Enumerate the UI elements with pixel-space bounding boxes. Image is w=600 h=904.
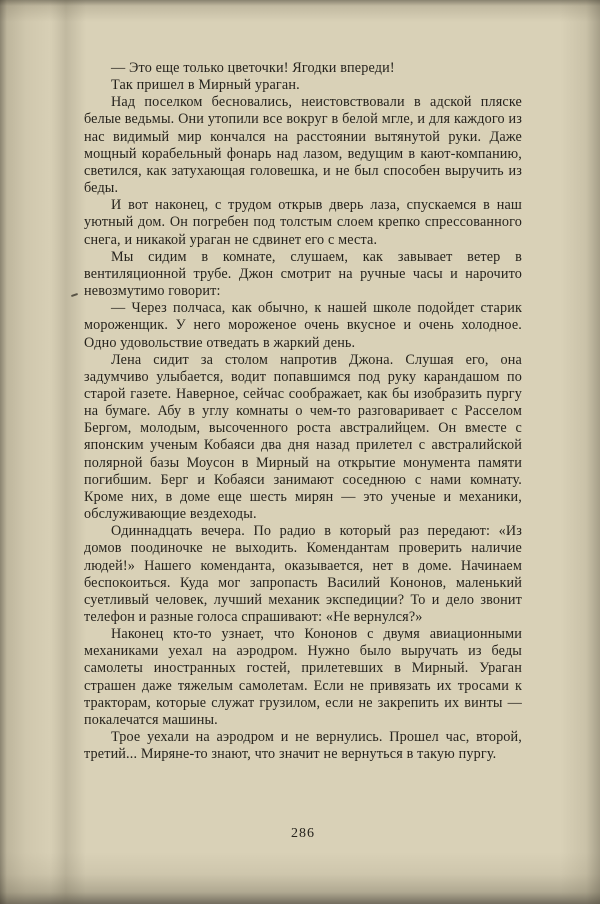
paragraph: Над поселком бесновались, неистовствовали в адской пляске белые ведьмы. Они утопили все вокруг в белой мгле, и для каждого из нас видимый мир кончался на расстоянии вытянутой руки. Даже мощный корабельный фонарь над лазом, ведущим в кают-компанию, светился, как затухающая головешка, и не был способен выручить из беды. bbox=[84, 94, 522, 197]
paragraph: Лена сидит за столом напротив Джона. Слушая его, она задумчиво улыбается, водит попавшимся под руку карандашом по старой газете. Наверное, сейчас соображает, как бы изобразить пургу на бумаге. Абу в углу комнаты о чем-то разговаривает с Расселом Бергом, молодым, высоченного роста австралийцем. Он вместе с японским ученым Кобаяси два дня назад прилетел с австралийской полярной базы Моусон в Мирный на открытие монумента памяти погибшим. Берг и Кобаяси занимают соседнюю с нами комнату. Кроме них, в доме еще шесть мирян — это ученые и механики, обслуживающие вездеходы. bbox=[84, 351, 522, 523]
paragraph: И вот наконец, с трудом открыв дверь лаза, спускаемся в наш уютный дом. Он погребен под толстым слоем крепко спрессованного снега, и никакой ураган не сдвинет его с места. bbox=[84, 197, 522, 248]
paragraph: Одиннадцать вечера. По радио в который раз передают: «Из домов поодиночке не выходить. Комендантам проверить наличие людей!» Нашего коменданта, оказывается, нет в доме. Начинаем беспокоиться. Куда мог запропасть Василий Кононов, маленький суетливый человек, лучший механик экспедиции? То и дело звонит телефон и разные голоса спрашивают: «Не вернулся?» bbox=[84, 523, 522, 625]
paragraph: Наконец кто-то узнает, что Кононов с двумя авиационными механиками уехал на аэродром. Нужно было выручать из беды самолеты иностранных гостей, прилетевших в Мирный. Ураган страшен даже тяжелым самолетам. Если не привязать их тросами к тракторам, которые служат грузилом, если не закрепить их винты — покалечатся машины. bbox=[84, 626, 522, 728]
margin-stray-mark bbox=[71, 293, 78, 297]
paragraph: Мы сидим в комнате, слушаем, как завывает ветер в вентиляционной трубе. Джон смотрит на ручные часы и нарочито невозмутимо говорит: bbox=[84, 248, 522, 300]
paragraph: Трое уехали на аэродром и не вернулись. Прошел час, второй, третий... Миряне-то знают, что значит не вернуться в такую пургу. bbox=[84, 729, 522, 763]
page-number: 286 bbox=[291, 826, 315, 841]
text-block bbox=[84, 60, 522, 763]
paragraph: Так пришел в Мирный ураган. bbox=[111, 77, 300, 94]
paragraph-dialogue: — Через полчаса, как обычно, к нашей школе подойдет старик мороженщик. У него мороженое очень вкусное и очень холодное. Одно удовольствие отведать в жаркий день. bbox=[84, 300, 522, 351]
paragraph-dialogue: — Это еще только цветочки! Ягодки впереди! bbox=[111, 60, 395, 76]
